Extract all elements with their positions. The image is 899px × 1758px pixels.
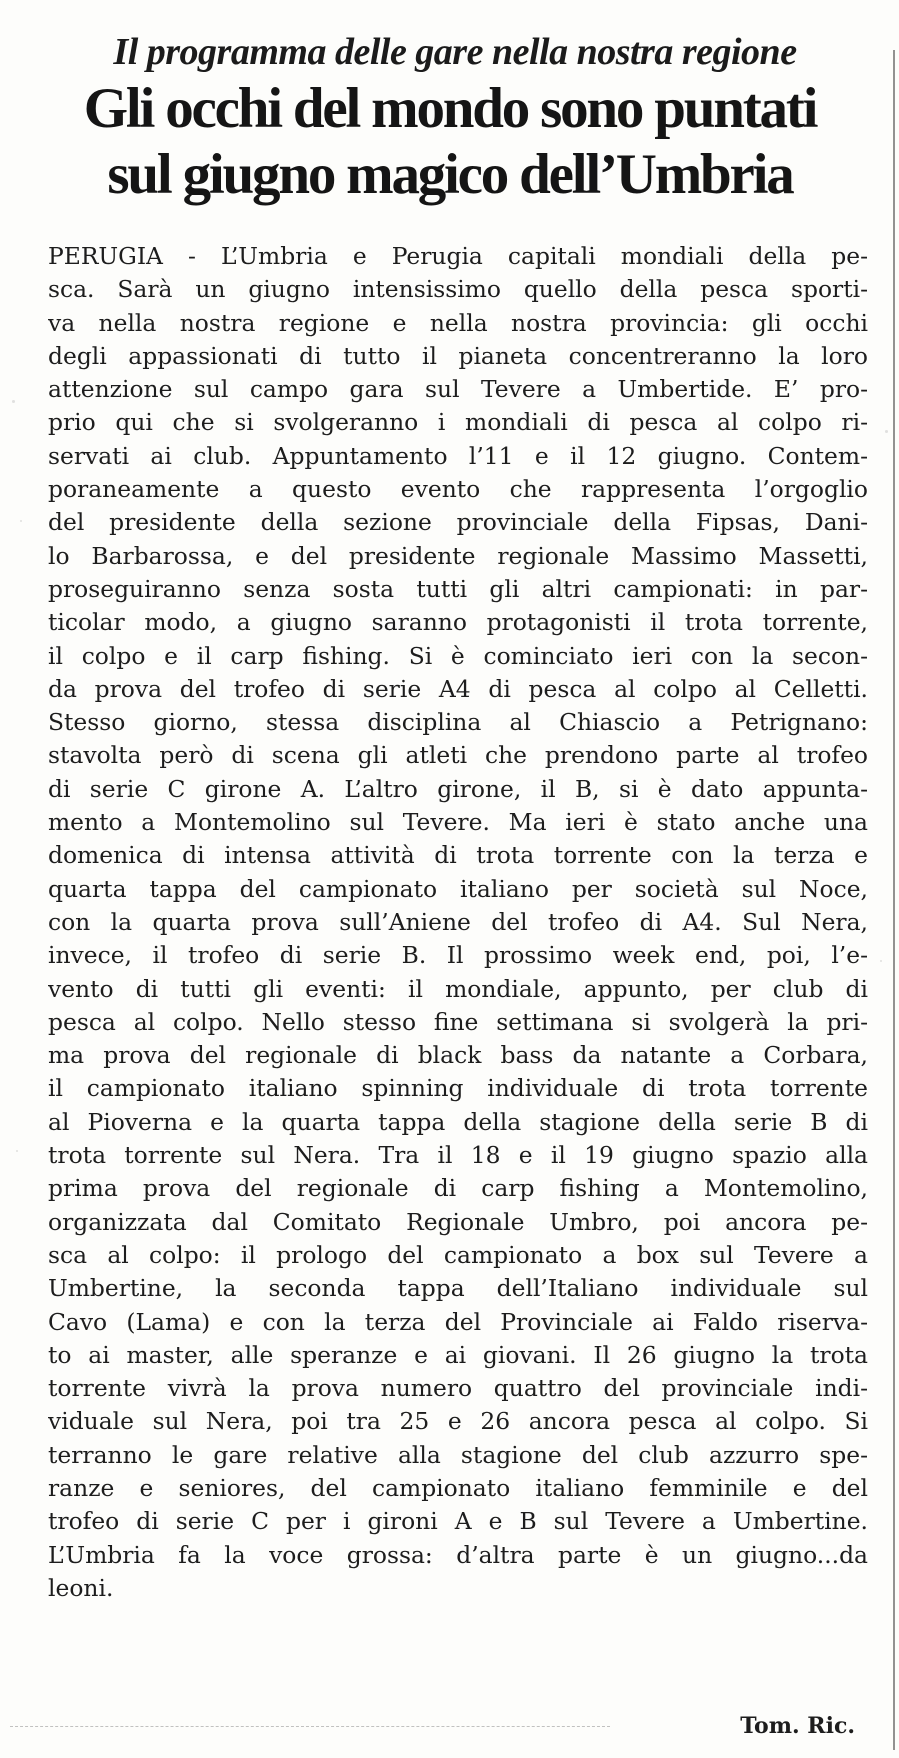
body-text-line: degli appassionati di tutto il pianeta concentreranno la loro [48,341,868,370]
body-text-line: da prova del trofeo di serie A4 di pesca al colpo al Celletti. [48,674,868,703]
body-text-line: il colpo e il carp fishing. Si è cominciato ieri con la secon- [48,641,868,670]
scan-speckle [12,400,15,403]
article-kicker: Il programma delle gare nella nostra regione [113,31,797,73]
body-text-line: Stesso giorno, stessa disciplina al Chiascio a Petrignano: [48,708,868,737]
headline-line: sul giugno magico dell’Umbria [107,143,793,206]
body-text-line: quarta tappa del campionato italiano per società sul Noce, [48,874,868,903]
body-text-line: sca al colpo: il prologo del campionato a box sul Tevere a [48,1240,868,1269]
article-body [48,240,868,1605]
body-text-line: di serie C girone A. L’altro girone, il B, si è dato appunta- [48,774,868,803]
body-text-line: PERUGIA - L’Umbria e Perugia capitali mondiali della pe- [48,242,868,270]
body-text-line: Umbertine, la seconda tappa dell’Italiano individuale sul [48,1274,868,1303]
body-text-line: ranze e seniores, del campionato italiano femminile e del [48,1473,868,1502]
body-text-line: torrente vivrà la prova numero quattro del provinciale indi- [48,1374,868,1403]
body-text-line: lo Barbarossa, e del presidente regionale Massimo Massetti, [48,541,868,570]
body-text-line: mento a Montemolino sul Tevere. Ma ieri è stato anche una [48,808,868,837]
body-text-line: to ai master, alle speranze e ai giovani. Il 26 giugno la trota [48,1340,868,1369]
body-text-line: trota torrente sul Nera. Tra il 18 e il 19 giugno spazio alla [48,1141,868,1170]
article-byline: Tom. Ric. [740,1713,855,1739]
body-text-line: con la quarta prova sull’Aniene del trofeo di A4. Sul Nera, [48,907,868,936]
body-text-line: vento di tutti gli eventi: il mondiale, appunto, per club di [48,974,868,1003]
body-text-line: del presidente della sezione provinciale della Fipsas, Dani- [48,508,868,537]
body-text-line: invece, il trofeo di serie B. Il prossimo week end, poi, l’e- [48,941,868,970]
body-text-line: va nella nostra regione e nella nostra provincia: gli occhi [48,308,868,337]
scan-speckle [885,430,888,433]
body-text-line: sca. Sarà un giugno intensissimo quello della pesca sporti- [48,275,868,304]
body-text-line: organizzata dal Comitato Regionale Umbro, poi ancora pe- [48,1207,868,1236]
body-text-line: servati ai club. Appuntamento l’11 e il 12 giugno. Contem- [48,441,868,470]
body-text-line: prima prova del regionale di carp fishing a Montemolino, [48,1174,868,1203]
body-text-line: ma prova del regionale di black bass da natante a Corbara, [48,1041,868,1070]
body-text-line: proseguiranno senza sosta tutti gli altri campionati: in par- [48,574,868,603]
body-text-line: ticolar modo, a giugno saranno protagonisti il trota torrente, [48,608,868,637]
headline-line: Gli occhi del mondo sono puntati [83,77,817,140]
article-headline [30,76,870,208]
column-rule [893,50,895,1750]
scan-speckle [16,1150,18,1152]
body-text-line: poraneamente a questo evento che rappresenta l’orgoglio [48,475,868,504]
body-text-line: domenica di intensa attività di trota torrente con la terza e [48,841,868,870]
body-text-line: Cavo (Lama) e con la terza del Provinciale ai Faldo riserva- [48,1307,868,1336]
body-text-line: al Pioverna e la quarta tappa della stagione della serie B di [48,1107,868,1136]
scan-speckle [880,960,882,962]
body-text-line: attenzione sul campo gara sul Tevere a Umbertide. E’ pro- [48,375,868,404]
body-text-line: trofeo di serie C per i gironi A e B sul Tevere a Umbertine. [48,1507,868,1536]
body-text-line: pesca al colpo. Nello stesso fine settimana si svolgerà la pri- [48,1007,868,1036]
scan-speckle [20,520,22,522]
body-text-line: viduale sul Nera, poi tra 25 e 26 ancora pesca al colpo. Si [48,1407,868,1436]
body-text-line: leoni. [48,1573,114,1602]
body-text-line: prio qui che si svolgeranno i mondiali di pesca al colpo ri- [48,408,868,437]
body-text-line: il campionato italiano spinning individuale di trota torrente [48,1074,868,1103]
footer-divider [10,1726,610,1728]
body-text-line: stavolta però di scena gli atleti che prendono parte al trofeo [48,741,868,770]
body-text-line: terranno le gare relative alla stagione del club azzurro spe- [48,1440,868,1469]
body-text-line: L’Umbria fa la voce grossa: d’altra parte è un giugno...da [48,1540,868,1569]
